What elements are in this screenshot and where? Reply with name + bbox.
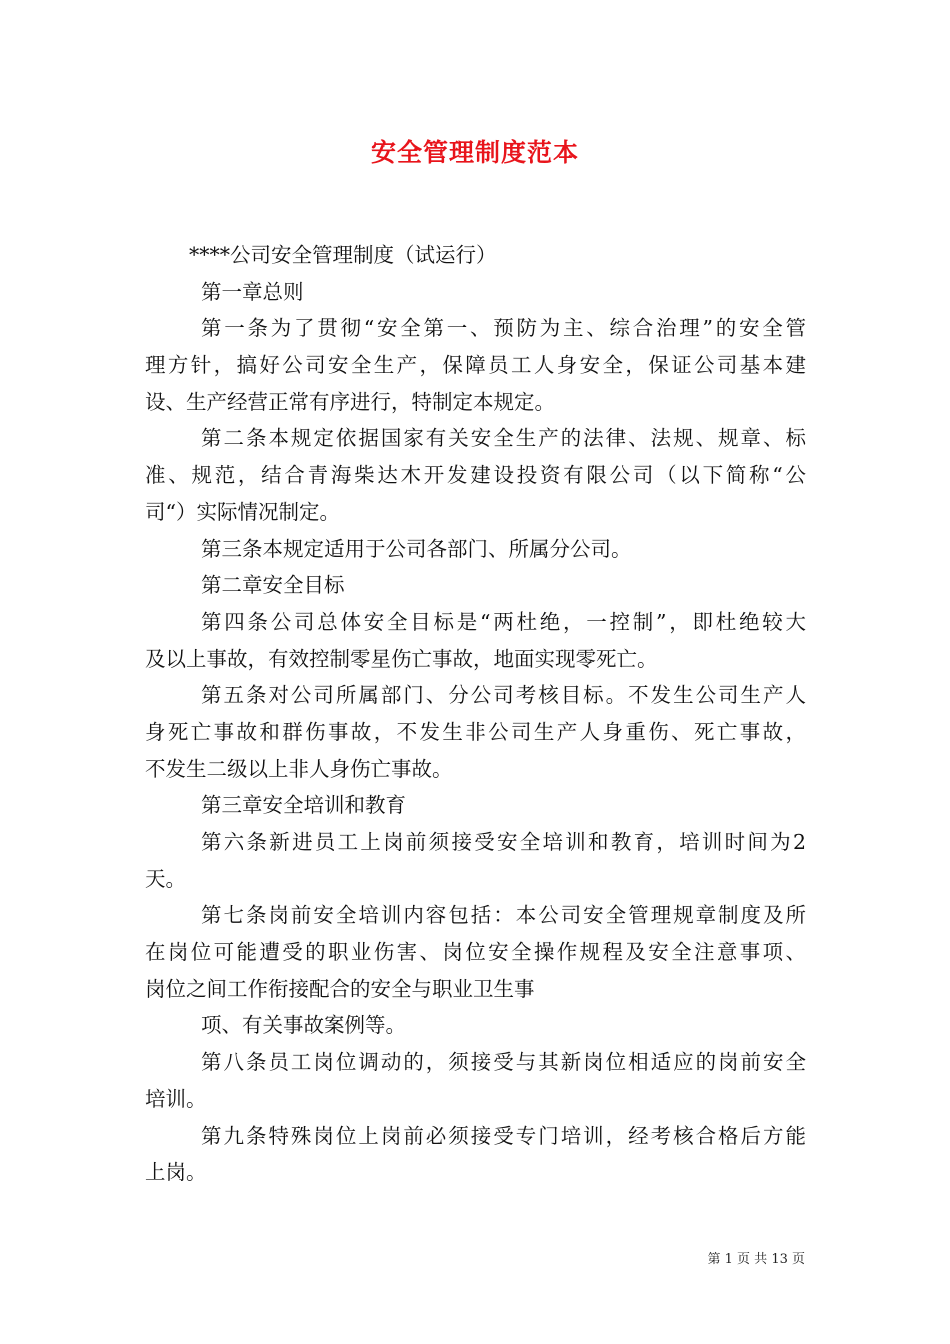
text-line: 第二条本规定依据国家有关安全生产的法律、法规、规章、标 — [201, 426, 806, 451]
text-line: 项、有关事故案例等。 — [201, 1013, 406, 1038]
text-line: 第六条新进员工上岗前须接受安全培训和教育，培训时间为2 — [201, 830, 806, 854]
text-line: 第八条员工岗位调动的，须接受与其新岗位相适应的岗前安全 — [201, 1050, 806, 1075]
page-number: 第 1 页 共 13 页 — [707, 1252, 805, 1267]
text-line: 及以上事故，有效控制零星伤亡事故，地面实现零死亡。 — [145, 646, 658, 671]
text-line: 第一章总则 — [201, 279, 304, 304]
text-line: 设、生产经营正常有序进行，特制定本规定。 — [145, 389, 555, 414]
text-line: ****公司安全管理制度（试运行） — [189, 243, 497, 267]
text-line: 第七条岗前安全培训内容包括：本公司安全管理规章制度及所 — [201, 903, 806, 928]
text-line: 第一条为了贯彻“安全第一、预防为主、综合治理”的安全管 — [201, 316, 806, 341]
text-line: 司“）实际情况制定。 — [145, 499, 340, 524]
document-body — [145, 237, 806, 1191]
text-line: 身死亡事故和群伤事故，不发生非公司生产人身重伤、死亡事故， — [145, 719, 806, 744]
text-line: 第三章安全培训和教育 — [201, 793, 406, 818]
text-line: 第二章安全目标 — [201, 573, 345, 598]
text-line: 第三条本规定适用于公司各部门、所属分公司。 — [201, 536, 632, 561]
text-line: 准、规范，结合青海柴达木开发建设投资有限公司（以下简称“公 — [145, 463, 806, 488]
text-line: 岗位之间工作衔接配合的安全与职业卫生事 — [145, 976, 535, 1001]
text-line: 第九条特殊岗位上岗前必须接受专门培训，经考核合格后方能 — [201, 1123, 806, 1148]
text-line: 理方针，搞好公司安全生产，保障员工人身安全，保证公司基本建 — [145, 353, 806, 378]
text-line: 不发生二级以上非人身伤亡事故。 — [145, 756, 453, 781]
document-title: 安全管理制度范本 — [370, 138, 579, 167]
text-line: 天。 — [145, 866, 186, 891]
text-line: 培训。 — [145, 1086, 207, 1111]
text-line: 在岗位可能遭受的职业伤害、岗位安全操作规程及安全注意事项、 — [145, 940, 806, 965]
text-line: 第四条公司总体安全目标是“两杜绝，一控制”，即杜绝较大 — [201, 609, 806, 634]
text-line: 第五条对公司所属部门、分公司考核目标。不发生公司生产人 — [201, 683, 806, 708]
text-line: 上岗。 — [145, 1160, 207, 1185]
